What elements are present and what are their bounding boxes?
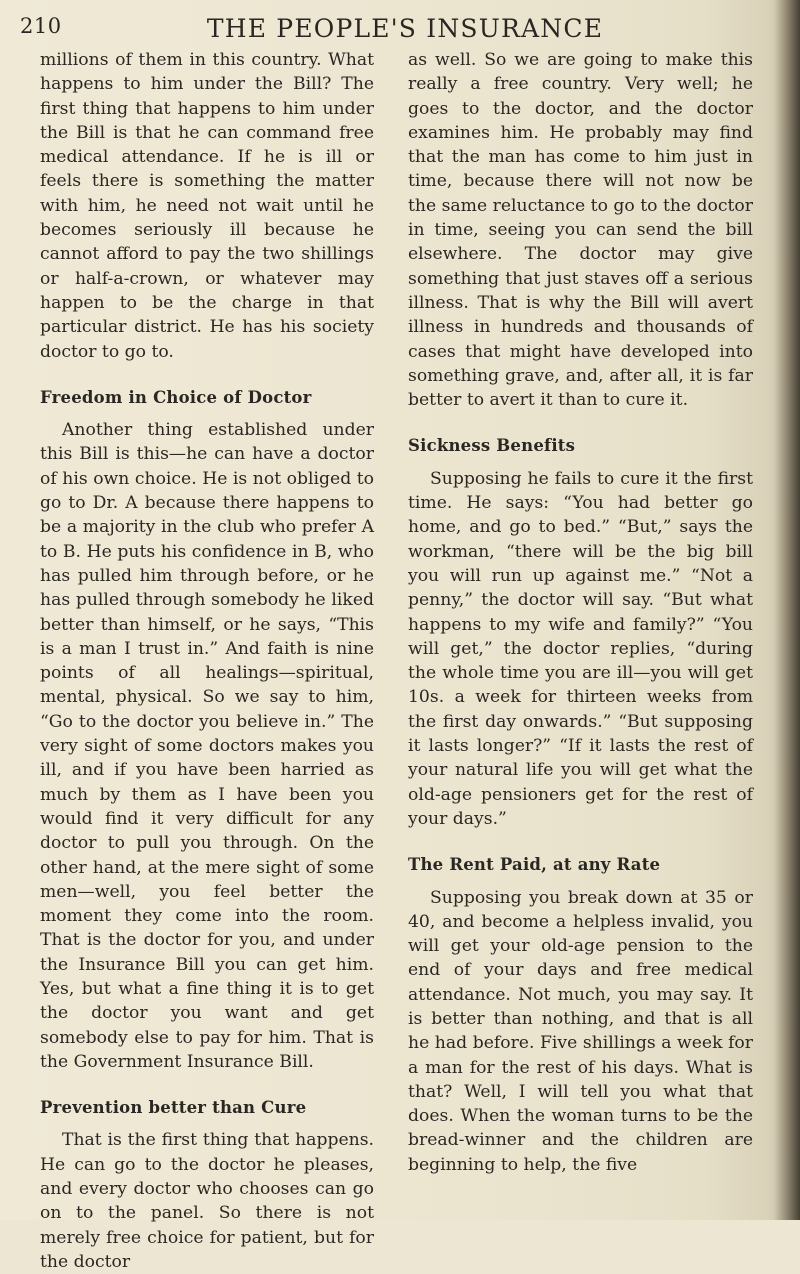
left-column	[40, 48, 374, 1274]
binding-shadow	[774, 0, 800, 1220]
section-heading: Freedom in Choice of Doctor	[40, 387, 312, 407]
running-head: THE PEOPLE'S INSURANCE	[206, 14, 604, 43]
section-heading: Sickness Benefits	[408, 436, 576, 456]
paragraph: as well. So we are going to make this really a free country. Very well; he goes to the doctor, and the doctor examines him. He probably may find that the man has come to him just in time, because there will not now be the same reluctance to go to the doctor in time, seeing you can send the bill elsewhere. The doctor may give something that just staves off a serious illness. That is why the Bill will avert illness in hundreds and thousands of cases that might have developed into something grave, and, after all, it is far better to avert it than to cure it.	[408, 50, 753, 411]
right-column	[408, 48, 753, 1177]
section-heading: Prevention better than Cure	[40, 1098, 307, 1118]
section-heading: The Rent Paid, at any Rate	[408, 855, 661, 875]
paragraph: millions of them in this country. What happens to him under the Bill? The first thing that happens to him under the Bill is that he can command free medical attendance. If he is ill or feels there is something the matter with him, he need not wait until he becomes seriously ill because he cannot afford to pay the two shillings or half-a-crown, or whatever may happen to be the charge in that particular district. He has his society doctor to go to.	[40, 50, 374, 362]
paragraph: Supposing he fails to cure it the first time. He says: “You had better go home, and go to bed.” “But,” says the workman, “there will be the big bill you will run up against me.” “Not a penny,” the doctor will say. “But what happens to my wife and family?” “You will get,” the doctor replies, “during the whole time you are ill—you will get 10s. a week for thirteen weeks from the first day onwards.” “But supposing it lasts longer?” “If it lasts the rest of your natural life you will get what the old-age pensioners get for the rest of your days.”	[408, 468, 753, 829]
paragraph: Supposing you break down at 35 or 40, and become a helpless invalid, you will get your old-age pension to the end of your days and free medical attendance. Not much, you may say. It is better than nothing, and that is all he had before. Five shillings a week for a man for the rest of his days. What is that? Well, I will tell you what that does. When the woman turns to be the bread-winner and the children are beginning to help, the five	[408, 887, 753, 1175]
page-number: 210	[20, 14, 62, 38]
page-header	[0, 14, 760, 44]
paragraph: Another thing established under this Bill is this—he can have a doctor of his own choice. He is not obliged to go to Dr. A because there happens to be a majority in the club who prefer A to B. He puts his confidence in B, who has pulled him through before, or he has pulled through somebody he liked better than himself, or he says, “This is a man I trust in.” And faith is nine points of all healings—spiritual, mental, physical. So we say to him, “Go to the doctor you believe in.” The very sight of some doctors makes you ill, and if you have been harried as much by them as I have been you would find it very difficult for any doctor to pull you through. On the other hand, at the mere sight of some men—well, you feel better the moment they come into the room. That is the doctor for you, and under the Insurance Bill you can get him. Yes, but what a fine thing it is to get the doctor you want and get somebody else to pay for him. That is the Government Insurance Bill.	[40, 420, 374, 1072]
paragraph: That is the first thing that happens. He can go to the doctor he pleases, and every doctor who chooses can go on to the panel. So there is not merely free choice for patient, but for the doctor	[40, 1130, 374, 1272]
